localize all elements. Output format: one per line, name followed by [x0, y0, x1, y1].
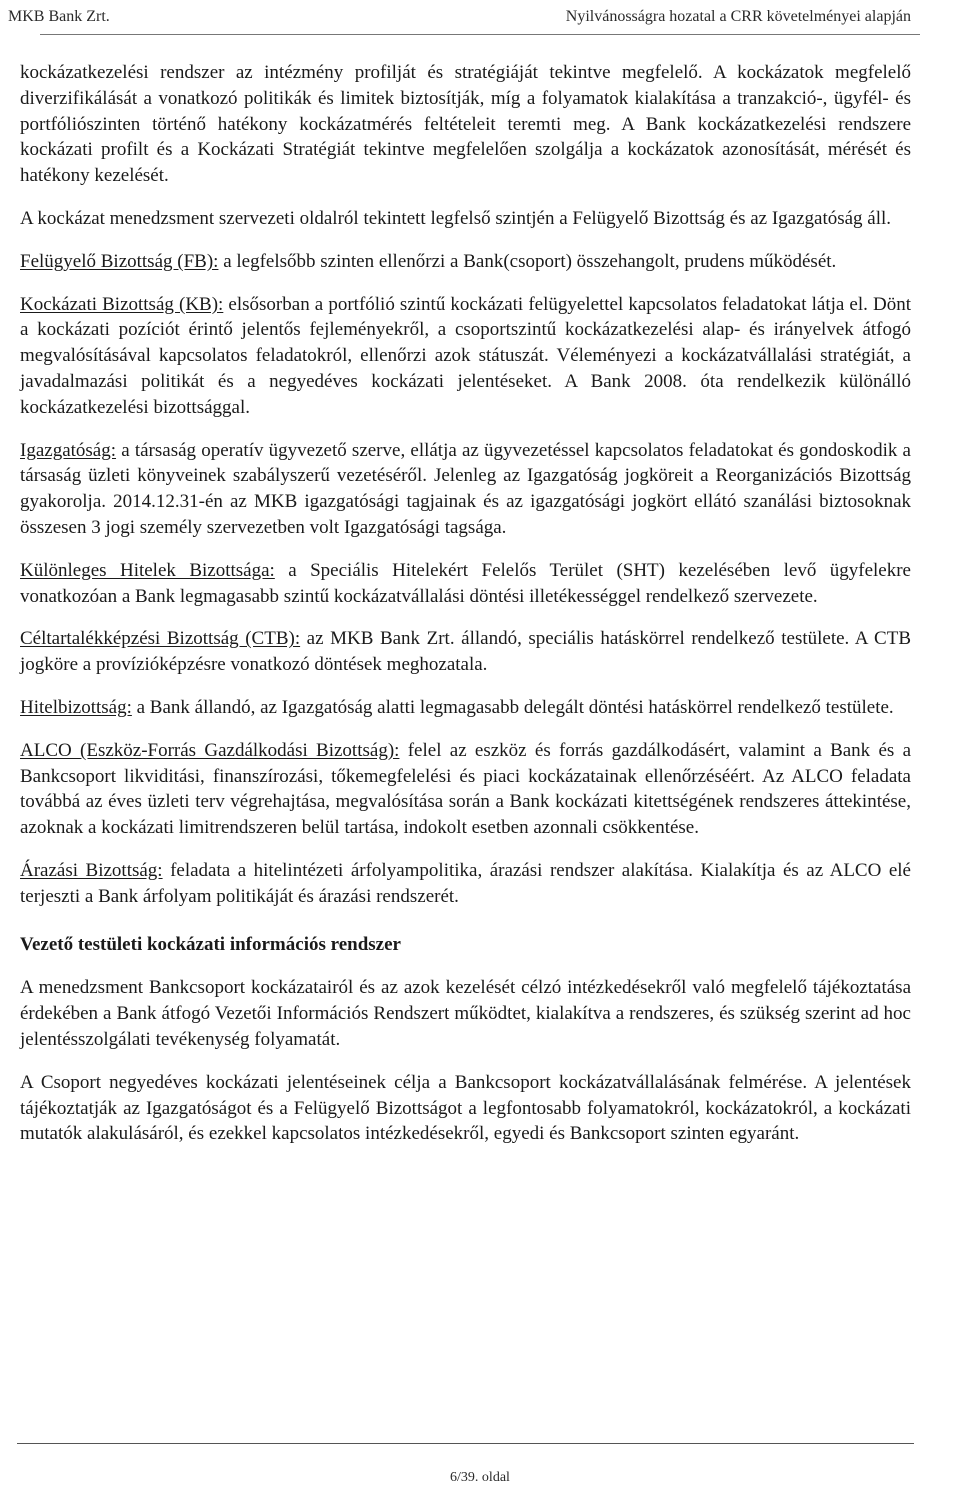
document-body: [20, 60, 911, 1164]
paragraph-risk-committee: [20, 292, 911, 421]
term-alco: ALCO (Eszköz-Forrás Gazdálkodási Bizottság):: [20, 739, 400, 761]
term-pricing-committee: Árazási Bizottság:: [20, 859, 163, 881]
paragraph-special-loans-committee: [20, 558, 911, 610]
text-supervisory-board: a legfelsőbb szinten ellenőrzi a Bank(csoport) összehangolt, prudens működését.: [218, 250, 837, 272]
term-board-of-directors: Igazgatóság:: [20, 439, 117, 461]
text-special-loans-committee: a Speciális Hitelekért Felelős Terület (SHT) kezelésében levő ügyfelekre vonatkozóan a Bank legmagasabb szintű kockázatvállalási döntési illetékességgel rendelkező szervezete.: [20, 559, 911, 607]
footer-divider: [17, 1443, 914, 1444]
paragraph-quarterly-reports: A Csoport negyedéves kockázati jelentéseinek célja a Bankcsoport kockázatvállalásának felmérése. A jelentések tájékoztatják az Igazgatóságot és a Felügyelő Bizottságot a legfontosabb folyamatokról, kockázatokról, a kockázati mutatók alakulásáról, és ezekkel kapcsolatos intézkedésekről, egyedi és Bankcsoport szinten egyaránt.: [20, 1071, 911, 1145]
text-risk-committee: elsősorban a portfólió szintű kockázati felügyelettel kapcsolatos feladatokat látja el. Dönt a kockázati pozíciót érintő jelentős fejleményekről, a csoportszintű kockázatkezelési alap- és irányelvek átfogó megvalósításával kapcsolatos feladatokról, ellenőrzi azok státuszát. Véleményezi a kockázatvállalási stratégiát, a javadalmazási politikát és a negyedéves kockázati jelentéseket. A Bank 2008. óta rendelkezik különálló kockázatkezelési bizottsággal.: [20, 293, 911, 418]
section-heading: Vezető testületi kockázati információs rendszer: [20, 933, 401, 955]
paragraph-risk-system: kockázatkezelési rendszer az intézmény profilját és stratégiáját tekintve megfelelő. A kockázatok megfelelő diverzifikálását a vonatkozó politikák és limitek biztosítják, míg a folyamatok kialakítása a tranzakció-, ügyfél- és portfóliószinten történő hatékony kockázatmérés feltételeit teremti meg. A Bank kockázatkezelési rendszere kockázati profilt és a Kockázati Stratégiát tekintve megfelelően szolgálja a kockázatok azonosítását, mérését és hatékony kezelését.: [20, 62, 911, 187]
paragraph-pricing-committee: [20, 858, 911, 910]
term-credit-committee: Hitelbizottság:: [20, 696, 132, 718]
paragraph-management-information-system: A menedzsment Bankcsoport kockázatairól és az azok kezelését célzó intézkedésekről való megfelelő tájékoztatása érdekében a Bank átfogó Vezetői Információs Rendszert működtet, kialakítva a rendszeres, és szükség szerint ad hoc jelentésszolgálati tevékenység folyamatát.: [20, 977, 911, 1050]
header-divider: [40, 34, 920, 35]
paragraph-alco: [20, 738, 911, 841]
paragraph-board-of-directors: [20, 438, 911, 541]
paragraph-risk-management-top-level: A kockázat menedzsment szervezeti oldalról tekintett legfelső szintjén a Felügyelő Bizottság és az Igazgatóság áll.: [20, 207, 892, 229]
page-header: [0, 0, 960, 40]
term-supervisory-board: Felügyelő Bizottság (FB):: [20, 250, 219, 272]
text-credit-committee: a Bank állandó, az Igazgatóság alatti legmagasabb delegált döntési hatáskörrel rendelkező testülete.: [131, 696, 894, 718]
term-risk-committee: Kockázati Bizottság (KB):: [20, 293, 224, 315]
paragraph-provisioning-committee: [20, 626, 911, 678]
header-bank-name: MKB Bank Zrt.: [8, 8, 110, 25]
term-provisioning-committee: Céltartalékképzési Bizottság (CTB):: [20, 628, 301, 650]
page-number: 6/39. oldal: [450, 1470, 510, 1485]
header-document-title: Nyilvánosságra hozatal a CRR követelményei alapján: [565, 8, 911, 25]
text-provisioning-committee: az MKB Bank Zrt. állandó, speciális hatáskörrel rendelkező testülete. A CTB jogköre a provízióképzésre vonatkozó döntések meghozatala.: [20, 628, 911, 676]
text-pricing-committee: feladata a hitelintézeti árfolyampolitika, árazási rendszer alakítása. Kialakítja és az ALCO elé terjeszti a Bank árfolyam politikáját és árazási rendszerét.: [20, 859, 911, 907]
paragraph-supervisory-board: [20, 249, 911, 275]
term-special-loans-committee: Különleges Hitelek Bizottsága:: [20, 559, 275, 581]
text-alco: felel az eszköz és forrás gazdálkodásért, valamint a Bank és a Bankcsoport likviditási, finanszírozási, tőkemegfelelési és piaci kockázatainak ellenőrzéséért. Az ALCO feladata továbbá az éves üzleti terv végrehajtása, megvalósítása során a Bank kockázati kitettségének rendszeres áttekintése, azoknak a kockázati limitrendszeren belül tartása, indokolt esetben azonnali csökkentése.: [20, 739, 912, 839]
paragraph-credit-committee: [20, 695, 911, 721]
text-board-of-directors: a társaság operatív ügyvezető szerve, ellátja az ügyvezetéssel kapcsolatos feladatokat és gondoskodik a társaság üzleti könyveinek szabályszerű vezetéséről. Jelenleg az Igazgatóság jogköreit a Reorganizációs Bizottság gyakorolja. 2014.12.31-én az MKB igazgatósági tagjainak és az igazgatósági jogkört ellátó szanálási biztosoknak összesen 3 jogi személy szervezetben volt Igazgatósági tagsága.: [20, 439, 911, 538]
